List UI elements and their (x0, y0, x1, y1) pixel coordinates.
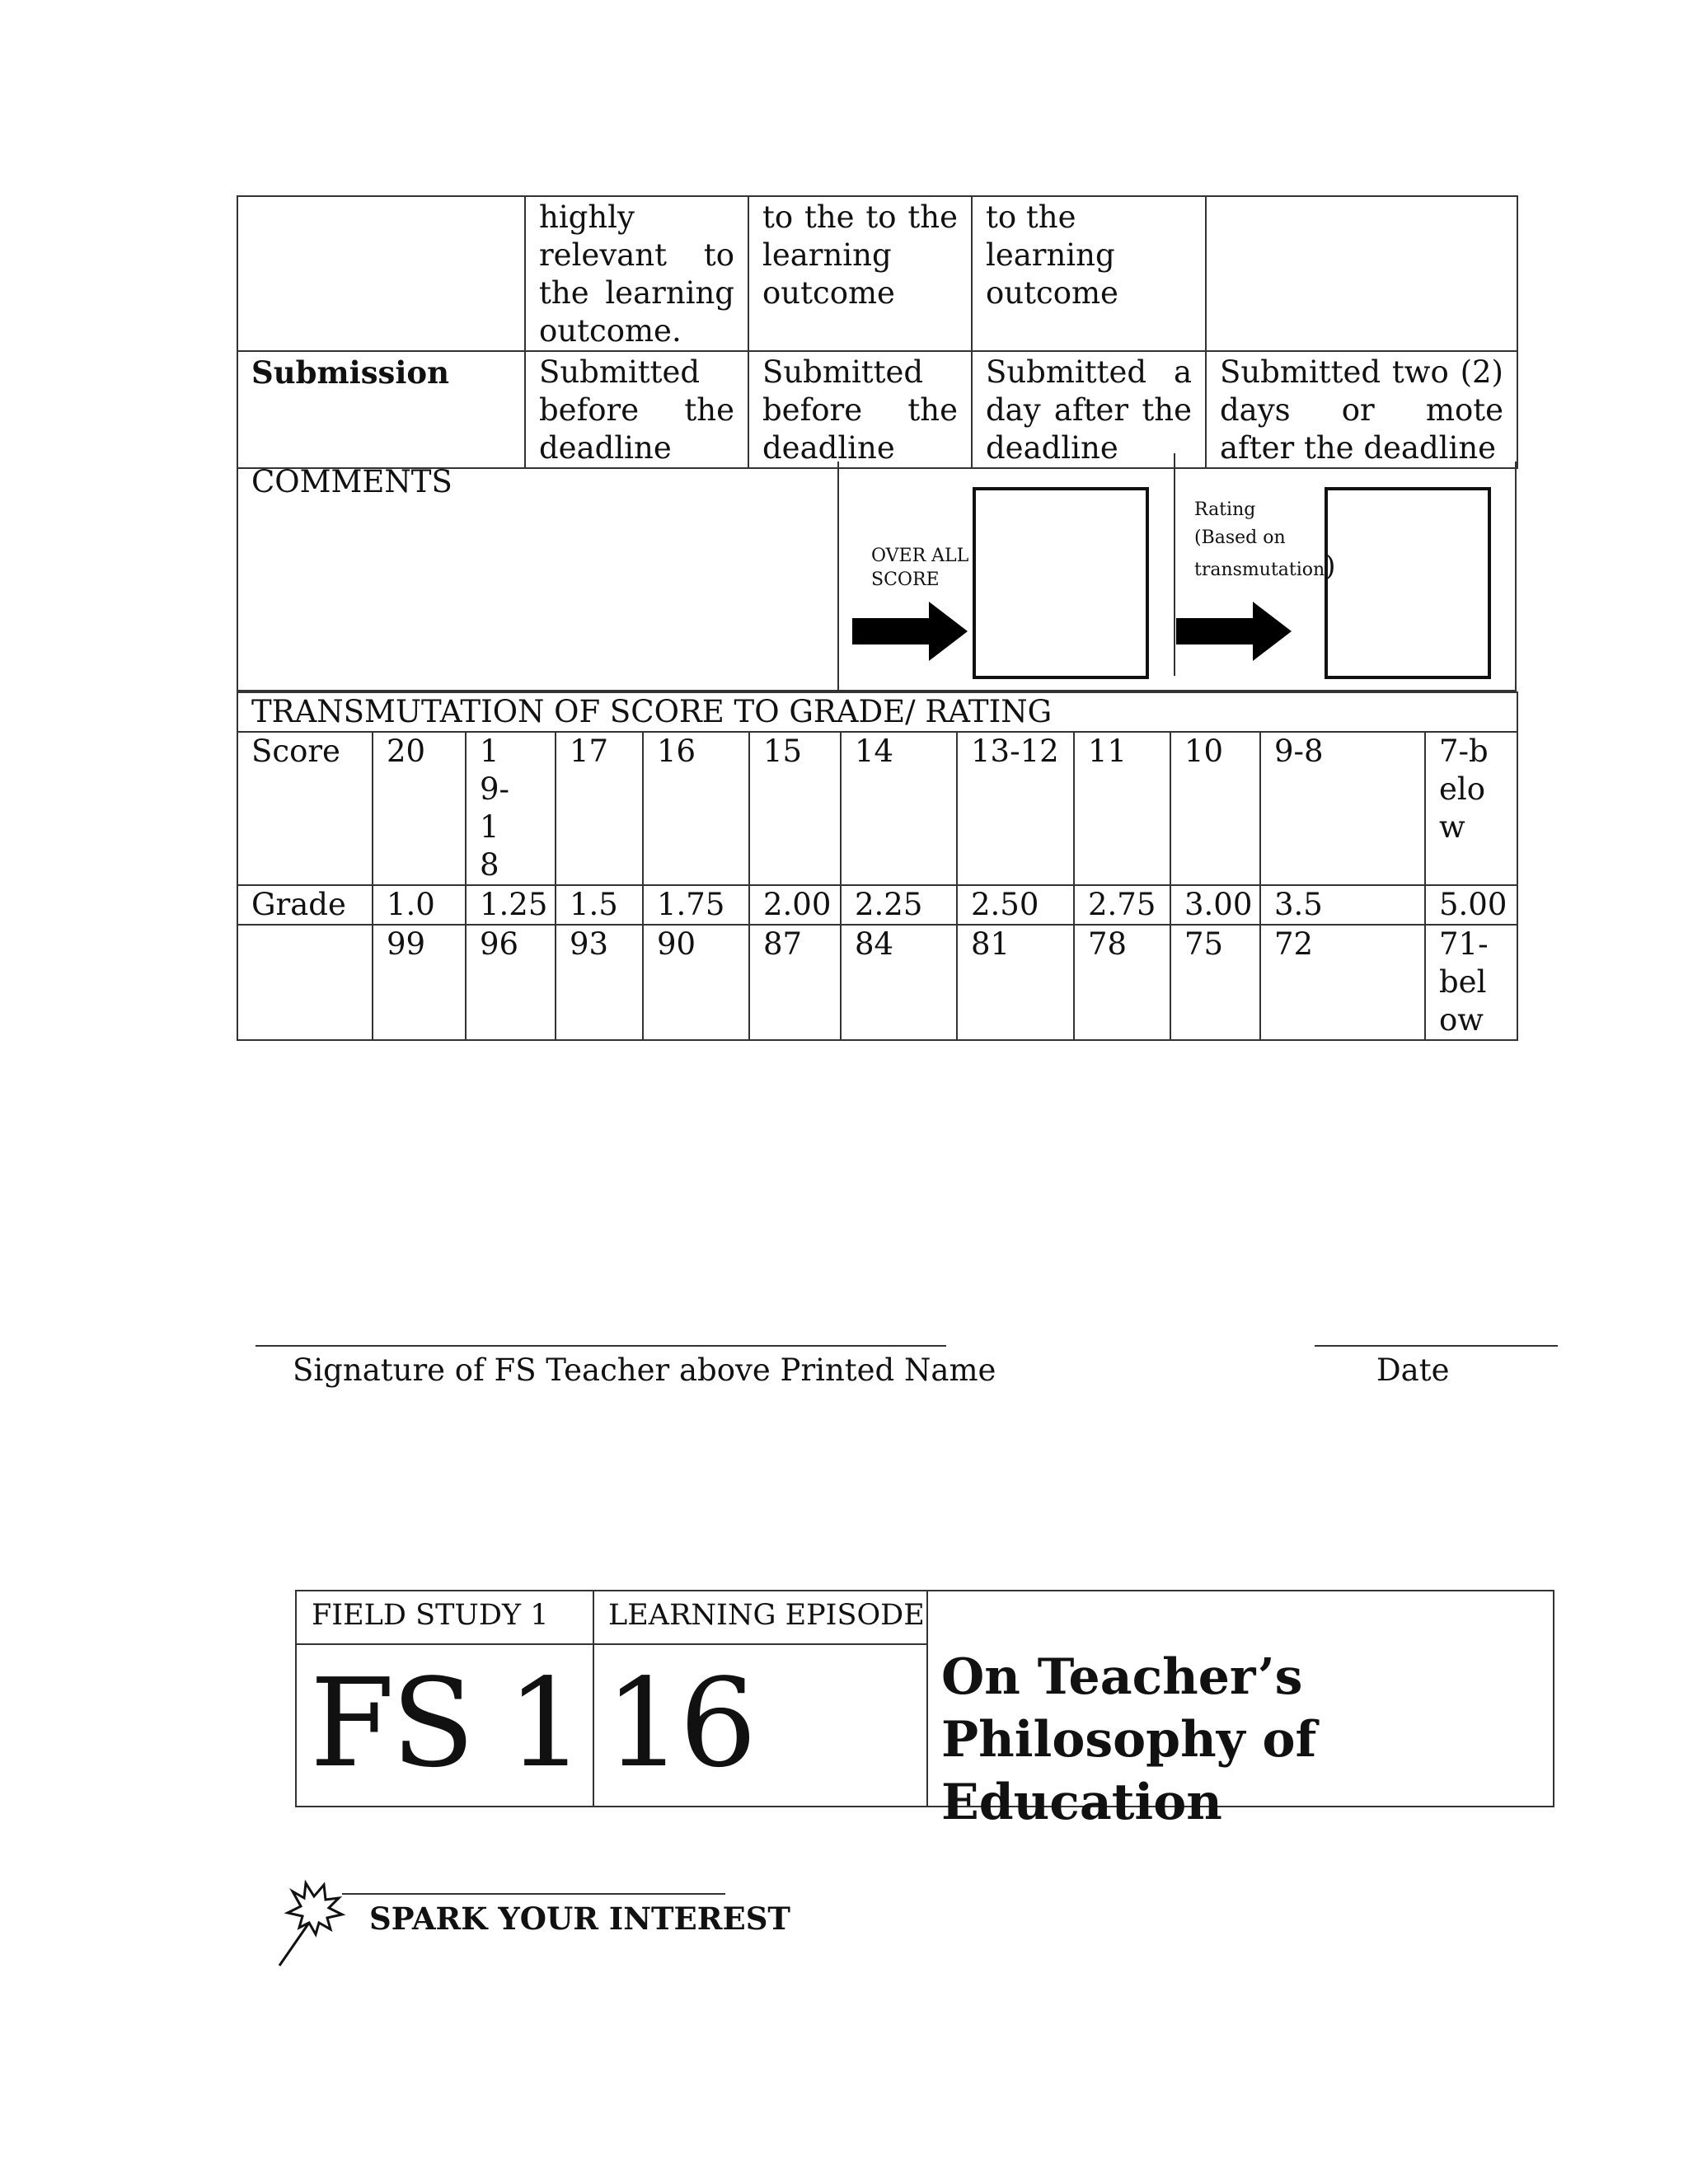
percent-cell: 99 (373, 925, 466, 1040)
score-cell: 10 (1170, 732, 1260, 885)
spark-icon (276, 1875, 359, 1974)
percent-row (237, 925, 1517, 1040)
rubric-cell: to the to the learning outcome (748, 196, 972, 351)
grade-cell: 3.00 (1170, 885, 1260, 925)
rating-box[interactable] (1325, 487, 1491, 679)
percent-value: 71-below (1439, 926, 1489, 1038)
arrow-right-icon (852, 602, 968, 661)
heading-rule (342, 1893, 725, 1895)
grade-cell: 5.00 (1425, 885, 1517, 925)
score-cell: 11 (1074, 732, 1170, 885)
transmutation-title-row (237, 692, 1517, 732)
rubric-cell: to the learning outcome (972, 196, 1206, 351)
grade-label: Grade (237, 885, 373, 925)
rating-label-paren: ) (1325, 550, 1336, 583)
divider (1174, 453, 1175, 676)
date-label: Date (1376, 1352, 1450, 1388)
rubric-cell: highly relevant to the learning outcome. (525, 196, 748, 351)
overall-score-box[interactable] (973, 487, 1149, 679)
grade-row (237, 885, 1517, 925)
rating-label-line: (Based on (1194, 527, 1286, 548)
divider (593, 1591, 594, 1806)
grade-cell: 1.0 (373, 885, 466, 925)
divider (926, 1591, 928, 1806)
transmutation-title: TRANSMUTATION OF SCORE TO GRADE/ RATING (237, 692, 1517, 732)
grade-cell: 3.5 (1260, 885, 1425, 925)
percent-cell: 93 (556, 925, 643, 1040)
signature-label: Signature of FS Teacher above Printed Name (293, 1352, 996, 1388)
percent-cell: 90 (643, 925, 749, 1040)
course-label: FIELD STUDY 1 (312, 1599, 549, 1632)
score-value: 7-below (1439, 733, 1489, 845)
overall-score-label-line: SCORE (871, 569, 940, 590)
grade-cell: 1.5 (556, 885, 643, 925)
percent-cell: 75 (1170, 925, 1260, 1040)
episode-header (295, 1590, 1554, 1831)
episode-number: 16 (605, 1652, 754, 1794)
score-label: Score (237, 732, 373, 885)
grade-cell: 1.75 (643, 885, 749, 925)
divider (837, 462, 839, 691)
overall-score-label-line: OVER ALL (871, 546, 969, 566)
percent-cell: 84 (841, 925, 957, 1040)
rating-label (1194, 496, 1335, 584)
overall-score-label (871, 544, 968, 592)
arrow-right-icon (1176, 602, 1292, 661)
episode-label: LEARNING EPISODE (608, 1599, 925, 1632)
grade-cell: 2.00 (749, 885, 841, 925)
percent-cell: 81 (957, 925, 1074, 1040)
rubric-cell (1206, 196, 1517, 351)
episode-title-line: On Teacher’s (941, 1648, 1303, 1706)
score-cell: 20 (373, 732, 466, 885)
rubric-row-submission (237, 351, 1517, 468)
rubric-cell: Submitted before the deadline (525, 351, 748, 468)
percent-label (237, 925, 373, 1040)
grade-cell: 2.50 (957, 885, 1074, 925)
percent-cell: 72 (1260, 925, 1425, 1040)
percent-cell: 87 (749, 925, 841, 1040)
date-line (1315, 1345, 1558, 1347)
score-row (237, 732, 1517, 885)
rating-label-line: Rating (1194, 499, 1256, 520)
divider (297, 1643, 926, 1645)
episode-title (941, 1646, 1553, 1834)
rubric-row-relevance (237, 196, 1517, 351)
signature-line (256, 1345, 946, 1347)
grade-cell: 2.75 (1074, 885, 1170, 925)
score-cell: 15 (749, 732, 841, 885)
rating-label-line (1194, 552, 1335, 584)
rubric-cell (237, 196, 525, 351)
rubric-cell: Submitted before the deadline (748, 351, 972, 468)
score-cell (466, 732, 556, 885)
episode-title-line: Philosophy of Education (941, 1711, 1317, 1831)
score-cell: 13-12 (957, 732, 1074, 885)
section-heading: SPARK YOUR INTEREST (369, 1900, 790, 1937)
course-code: FS 1 (310, 1652, 582, 1794)
transmutation-table (237, 691, 1518, 1041)
score-cell (1425, 732, 1517, 885)
percent-cell: 96 (466, 925, 556, 1040)
percent-cell (1425, 925, 1517, 1040)
rubric-table (237, 195, 1518, 469)
score-value: 19-18 (480, 733, 510, 883)
comments-label: COMMENTS (251, 464, 452, 499)
rubric-cell: Submitted a day after the deadline (972, 351, 1206, 468)
comments-section (237, 462, 1517, 691)
grade-cell: 2.25 (841, 885, 957, 925)
percent-cell: 78 (1074, 925, 1170, 1040)
grade-cell: 1.25 (466, 885, 556, 925)
rubric-criterion-label: Submission (237, 351, 525, 468)
score-cell: 16 (643, 732, 749, 885)
score-cell: 14 (841, 732, 957, 885)
score-cell: 9-8 (1260, 732, 1425, 885)
score-cell: 17 (556, 732, 643, 885)
rating-label-text: transmutation (1194, 560, 1325, 580)
rubric-cell: Submitted two (2) days or mote after the deadline (1206, 351, 1517, 468)
